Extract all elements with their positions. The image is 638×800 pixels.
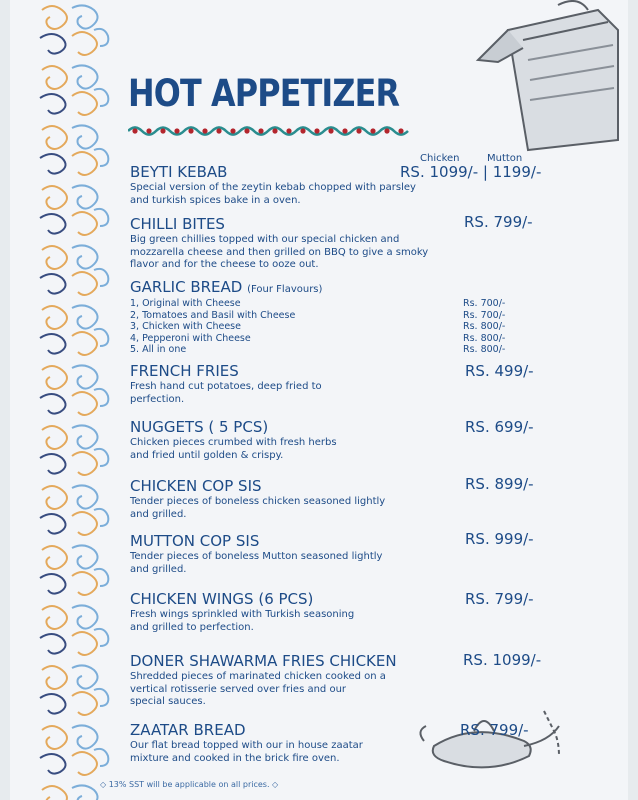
item-price: RS. 699/-: [465, 418, 534, 436]
teapot-illustration: [468, 0, 628, 160]
item-description: Shredded pieces of marinated chicken cooked on a vertical rotisserie served over fries and our special sauces.: [130, 671, 386, 707]
menu-item: [130, 652, 450, 709]
menu-item: [130, 278, 460, 299]
item-price: RS. 899/-: [465, 475, 534, 493]
item-description: Big green chillies topped with our special chicken and mozzarella cheese and then grilled on BBQ to give a smoky flavor and for the cheese to ooze out.: [130, 234, 429, 270]
item-description: Fresh wings sprinkled with Turkish seasoning and grilled to perfection.: [130, 609, 355, 633]
item-price: RS. 1099/- | 1199/-: [400, 163, 542, 181]
menu-item: [130, 532, 430, 576]
price-column-mutton: Mutton: [487, 153, 523, 164]
item-name-note: (Four Flavours): [247, 284, 323, 295]
flavour-option: 3, Chicken with Cheese: [130, 321, 241, 332]
item-name: DONER SHAWARMA FRIES CHICKEN: [130, 652, 397, 670]
item-name: FRENCH FRIES: [130, 362, 239, 380]
item-price: RS. 1099/-: [463, 651, 542, 669]
item-name: BEYTI KEBAB: [130, 163, 228, 181]
item-price: RS. 799/-: [465, 590, 534, 608]
item-name: ZAATAR BREAD: [130, 721, 246, 739]
flavour-price: Rs. 700/-: [463, 309, 506, 321]
ornament-divider: [128, 124, 410, 138]
item-name: GARLIC BREAD (Four Flavours): [130, 278, 323, 296]
flavour-price: Rs. 700/-: [463, 298, 506, 309]
item-price: RS. 999/-: [465, 530, 534, 548]
tax-note: ◇ 13% SST will be applicable on all prices. ◇: [100, 780, 279, 789]
item-description: Chicken pieces crumbed with fresh herbs and fried until golden & crispy.: [130, 437, 337, 461]
oil-lamp-illustration: [414, 706, 564, 786]
flavour-option: 2, Tomatoes and Basil with Cheese: [130, 309, 296, 321]
flavour-prices: [463, 298, 505, 356]
flavour-price: Rs. 800/-: [463, 321, 506, 332]
flavour-option: 1, Original with Cheese: [130, 298, 241, 309]
item-description: Tender pieces of boneless Mutton seasoned lightly and grilled.: [130, 551, 383, 575]
item-description: Tender pieces of boneless chicken seasoned lightly and grilled.: [130, 496, 386, 520]
item-price: RS. 499/-: [465, 362, 534, 380]
flavour-price: Rs. 800/-: [463, 344, 506, 355]
price-column-chicken: Chicken: [420, 153, 460, 164]
menu-item: [130, 418, 430, 462]
item-description: Our flat bread topped with our in house zaatar mixture and cooked in the brick fire oven.: [130, 740, 363, 764]
menu-item: [130, 215, 430, 272]
menu-item: [130, 163, 430, 207]
menu-item: [130, 721, 430, 765]
menu-item: [130, 477, 430, 521]
item-name: CHICKEN COP SIS: [130, 477, 262, 495]
menu-page: [10, 0, 628, 800]
item-description: Special version of the zeytin kebab chopped with parsley and turkish spices bake in a oven.: [130, 182, 416, 206]
item-description: Fresh hand cut potatoes, deep fried to perfection.: [130, 381, 322, 405]
flavour-option: 5. All in one: [130, 344, 187, 355]
menu-item: [130, 362, 430, 406]
flavour-list: [130, 298, 470, 356]
item-price: RS. 799/-: [464, 213, 533, 231]
flavour-price: Rs. 800/-: [463, 332, 506, 344]
item-price: RS. 799/-: [460, 721, 529, 739]
page-title: HOT APPETIZER: [128, 72, 400, 115]
arabesque-border: [32, 0, 114, 800]
item-name: NUGGETS ( 5 PCS): [130, 418, 269, 436]
flavour-option: 4, Pepperoni with Cheese: [130, 332, 251, 344]
menu-item: [130, 590, 430, 634]
item-name: CHILLI BITES: [130, 215, 225, 233]
item-name: CHICKEN WINGS (6 PCS): [130, 590, 314, 608]
item-name: MUTTON COP SIS: [130, 532, 260, 550]
